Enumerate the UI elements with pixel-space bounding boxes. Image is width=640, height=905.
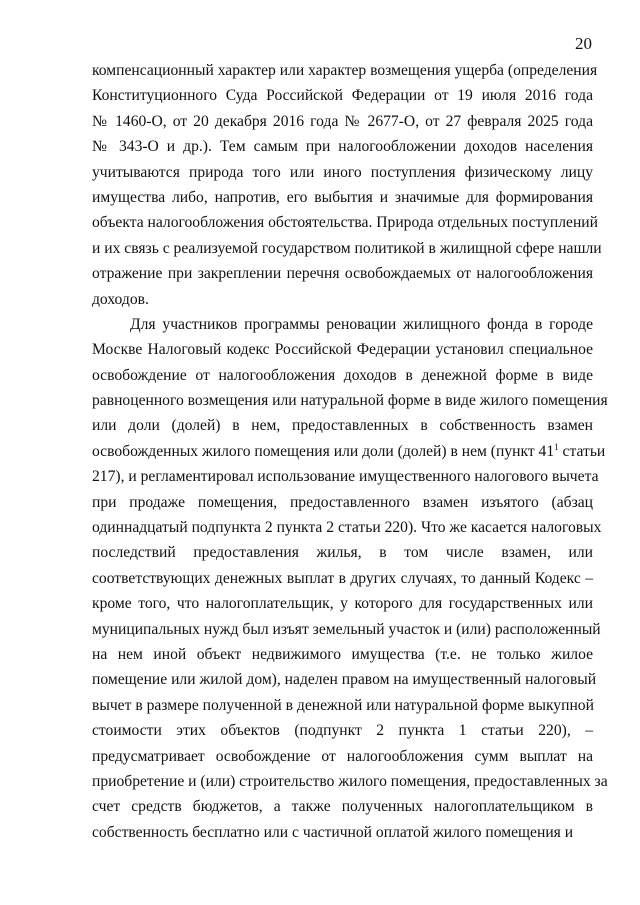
text-line: равноценного возмещения или натуральной форме в виде жилого помещения xyxy=(92,392,608,410)
text-line: Конституционного Суда Российской Федерации от 19 июля 2016 года xyxy=(92,87,593,105)
text-line: муниципальных нужд был изъят земельный участок и (или) расположенный xyxy=(92,620,601,638)
text-line: последствий предоставления жилья, в том числе взамен, или xyxy=(92,544,593,562)
text-fragment: освобожденных жилого помещения или доли (долей) в нем (пункт 41 xyxy=(92,442,555,460)
text-line: доходов. xyxy=(92,290,149,308)
text-line: помещение или жилой дом), наделен правом на имущественный налоговый xyxy=(92,671,597,689)
text-line: и их связь с реализуемой государством политикой в жилищной сфере нашли xyxy=(92,239,602,257)
text-line: соответствующих денежных выплат в других случаях, то данный Кодекс – xyxy=(92,569,593,587)
text-line: при продаже помещения, предоставленного взамен изъятого (абзац xyxy=(92,493,593,511)
text-line: имущества либо, напротив, его выбытия и значимые для формирования xyxy=(92,188,593,206)
text-line: Для участников программы реновации жилищного фонда в городе xyxy=(130,315,593,333)
text-line: кроме того, что налогоплательщик, у которого для государственных или xyxy=(92,595,593,613)
text-line: отражение при закреплении перечня освобождаемых от налогообложения xyxy=(92,265,593,283)
text-line: собственность бесплатно или с частичной оплатой жилого помещения и xyxy=(92,823,574,841)
text-line: Москве Налоговый кодекс Российской Федерации установил специальное xyxy=(92,341,593,359)
text-line xyxy=(92,439,606,464)
text-line: освобождение от налогообложения доходов в денежной форме в виде xyxy=(92,366,593,384)
page-number: 20 xyxy=(575,34,592,53)
text-line: учитываются природа того или иного поступления физическому лицу xyxy=(92,163,593,181)
text-line: объекта налогообложения обстоятельства. Природа отдельных поступлений xyxy=(92,214,598,232)
text-line: вычет в размере полученной в денежной или натуральной форме выкупной xyxy=(92,696,594,714)
text-line: одиннадцатый подпункта 2 пункта 2 статьи 220). Что же касается налоговых xyxy=(92,519,602,537)
text-line: № 343-О и др.). Тем самым при налогообложении доходов населения xyxy=(92,138,593,156)
text-line: стоимости этих объектов (подпункт 2 пункта 1 статьи 220), – xyxy=(92,722,593,740)
text-line: предусматривает освобождение от налогообложения сумм выплат на xyxy=(92,747,593,765)
text-line: 217), и регламентировал использование имущественного налогового вычета xyxy=(92,468,599,486)
text-line: приобретение и (или) строительство жилого помещения, предоставленных за xyxy=(92,772,608,790)
text-fragment: статьи xyxy=(558,442,606,460)
text-line: № 1460-О, от 20 декабря 2016 года № 2677-О, от 27 февраля 2025 года xyxy=(92,112,593,130)
text-line: или доли (долей) в нем, предоставленных в собственность взамен xyxy=(92,417,593,435)
body-text xyxy=(92,58,608,845)
text-line: счет средств бюджетов, а также полученных налогоплательщиком в xyxy=(92,798,593,816)
text-line: компенсационный характер или характер возмещения ущерба (определения xyxy=(92,62,598,79)
paragraph xyxy=(92,58,602,312)
footnote-superscript: 1 xyxy=(554,441,559,452)
text-line: на нем иной объект недвижимого имущества (т.е. не только жилое xyxy=(92,645,593,663)
paragraph xyxy=(92,312,608,845)
